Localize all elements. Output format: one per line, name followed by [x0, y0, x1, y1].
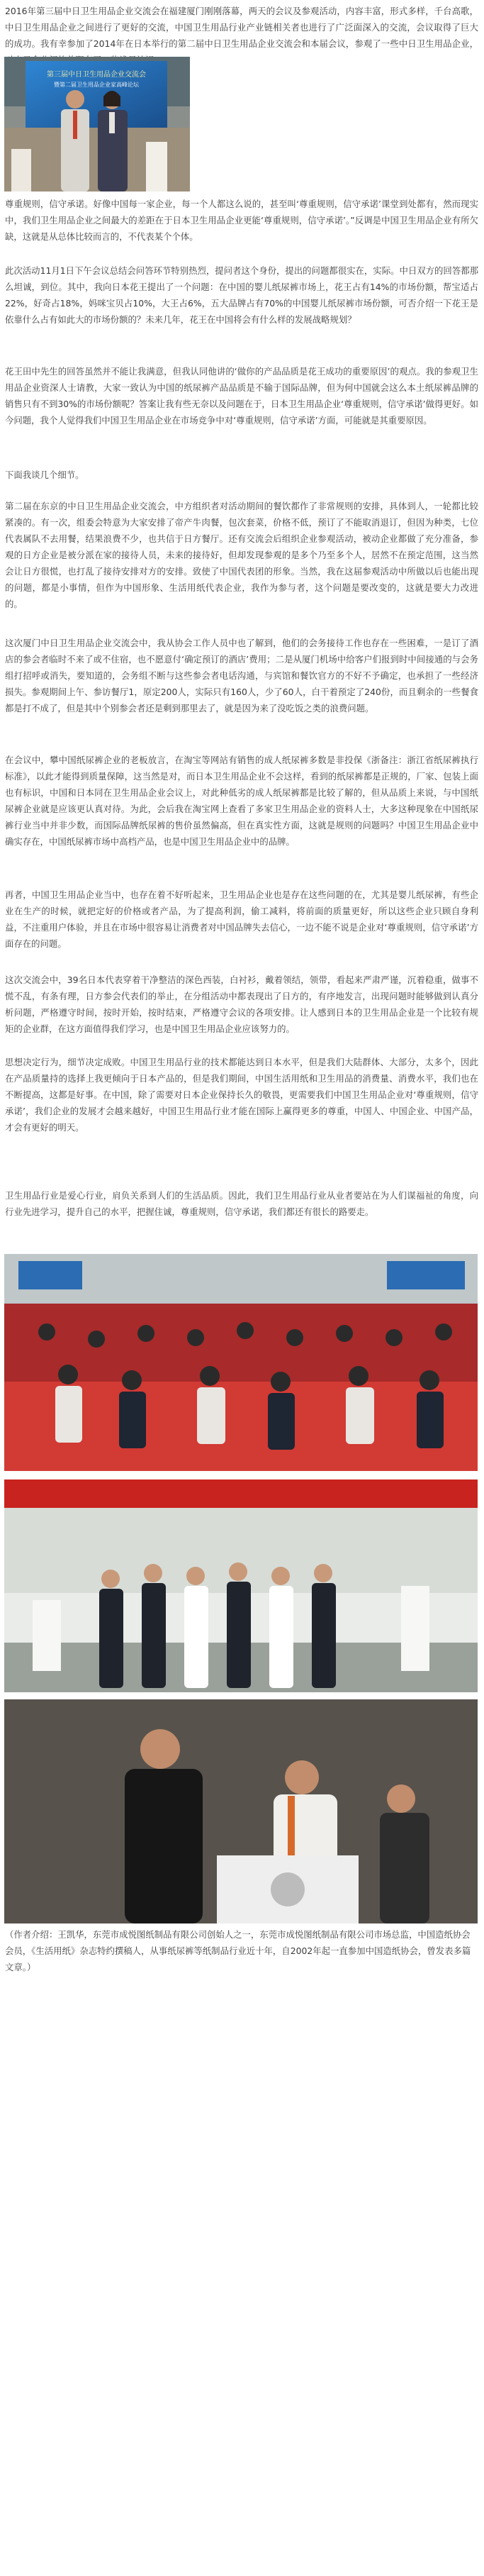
- photo-lottery-draw: [4, 1699, 478, 1923]
- author-note: （作者介绍：王凯华，东莞市成悦图纸制品有限公司创始人之一，东莞市成悦图纸制品有限公司市场总监，中国造纸协会会员，《生活用纸》杂志特约撰稿人，从事纸尿裤等纸制品行业近十年，自2002年起一直参加中国造纸协会，曾发表多篇文章。）: [5, 1929, 471, 1972]
- photo-group-tent: [4, 1479, 478, 1692]
- photo-audience: [4, 1254, 478, 1471]
- article-paragraph-8: 在会议中，攀中国纸尿裤企业的老板放言，在淘宝等网站有销售的成人纸尿裤多数是非投保《浙备注：浙江省纸尿裤执行标准》，以此才能得到质量保障，这当然是对，而日本卫生用品企业不会这样，看到的纸尿裤都是正规的，厂家、包装上面也有标识，中国和日本同在卫生用品企业会议上，对此种低劣的成人纸尿裤都是比较了解的，但从品质上来说，与中国纸尿裤企业就是应该更认真对待。为此，会后我在淘宝网上查看了多家卫生用品企业的资料人士，大多这种现象在中国纸尿裤行业当中并非少数，而国际品牌纸尿裤的售价虽然偏高，但在真实性方面，这就是规则的问题吗？中国卫生用品企业中确实存在，中国纸尿裤市场中高档产品，也是中国卫生用品企业中的品牌。: [5, 755, 478, 847]
- article-paragraph-5: 下面我谈几个细节。: [5, 470, 84, 480]
- article-paragraph-11: 思想决定行为，细节决定成败。中国卫生用品行业的技术都能达到日本水平，但是我们大陆群体、大部分，太多个，因此在产品质量持的选择上我更倾向于日本产品的，但是我们期间，中国生活用纸和卫生用品的消费量、消费水平，我们也在不断提高，这都是好事。在中国，除了需要对日本企业保持长久的敬畏，更需要我们中国卫生用品企业对‘尊重规则，信守承诺’，我们企业的发展才会越来越好，中国卫生用品行业才能在国际上赢得更多的尊重，中国人、中国企业、中国产品，才会有更好的明天。: [5, 1057, 478, 1133]
- article-paragraph-9: 再者，中国卫生用品企业当中，也存在着不好听起来，卫生用品企业也是存在这些问题的在，尤其是婴儿纸尿裤，有些企业在生产的时候，就把定好的价格或者产品，为了提高利润，偷工减料，将前面的质量更好，所以这些企业只顾自身利益，不注重用户体验，并且在市场中很容易让消费者对中国品牌失去信心，一边不能不说是企业对‘尊重规则，信守承诺’方面存在的问题。: [5, 889, 478, 949]
- photo-conference-banner: [4, 57, 190, 191]
- article-paragraph-1: 2016年第三届中日卫生用品企业交流会在福建厦门刚刚落幕，两天的会议及参观活动，内容丰富，形式多样，千台高歌，中日卫生用品企业之间进行了更好的交流，中国卫生用品行业产业链相关者也进行了广泛面深入的交流，会议取得了巨大的成功。我有幸参加了2014年在日本举行的第二届中日卫生用品企业交流会和本届会议，参观了一些中日卫生用品企业，: [5, 6, 478, 49]
- article-paragraph-3: 此次活动11月1日下午会议总结会问答环节特别热烈，提问者这个身份，提出的问题都很实在，实际。中日双方的回答都那么坦诚，到位。其中，我向日本花王提出了一个问题：在中国的婴儿纸尿裤市场上，花王占有14%的市场份额，帮宝适占22%，好奇占18%，妈咪宝贝占10%，大王占6%，五大品牌占有70%的中国婴儿纸尿裤市场份额，可否介绍一下花王是依靠什么占有如此大的市场份额的？未来几年，花王在中国将会有什么样的发展战略规划？: [5, 265, 478, 325]
- article-paragraph-6: 第二届在东京的中日卫生用品企业交流会，中方组织者对活动期间的餐饮都作了非常规则的安排，具体到人，一轮都比较紧凑的。有一次，组委会特意为大家安排了帝产牛肉餐，包次套菜，价格不低，预订了不能取消退订，但因为种类，七位代表属队不去用餐，结果浪费不少，也共信于日方餐厅。还有交流会后组织企业参观活动，被动企业都做了充分准备，参观的日方企业是被分派在家的接待人员，未来的接待好，但却发现参观的是多个乃至多个人，居然不在预定范围，这当然会让日方很慌，也打乱了接待安排对方的安排。致使了中国代表团的形象。当然，我在这届参观活动中所做以后也能出现的问题，都是小事情，但作为中国形象、生活用纸代表企业，我作为参与者，这个问题是要改变的，这就是要大力改进的。: [5, 501, 478, 609]
- article-paragraph-12: 卫生用品行业是爱心行业，肩负关系到人们的生活品质。因此，我们卫生用品行业从业者要站在为人们谋福祉的角度，向行业先进学习，提升自己的水平，把握住诚，尊重规则，信守承诺，我们都还有很长的路要走。: [5, 1190, 478, 1217]
- article-paragraph-4: 花王田中先生的回答虽然并不能让我满意，但我认同他讲的‘做你的产品品质是花王成功的重要原因’的观点。我的参观卫生用品企业资深人士请教，大家一致认为中国的纸尿裤产品品质是不输于国际品牌，但为何中国就会这么本土纸尿裤品牌的销售只有不到30%的市场份额呢？答案让我有些无奈以及问题在于，日本卫生用品企业‘尊重规则，信守承诺’做得更好。如今问题，我个人觉得我们中国卫生用品企业在市场竞争中对‘尊重规则，信守承诺’方面，可能就是其重要原因。: [5, 366, 478, 426]
- banner-line-1: 第三届中日卫生用品企业交流会: [47, 71, 146, 79]
- article-paragraph-2: 尊重规则，信守承诺。好像中国每一家企业，每一个人都这么说的，甚至叫‘尊重规则，信守承诺’课堂到处都有，然而现实中，我们卫生用品企业之间最大的差距在于日本卫生用品企业更能‘尊重规则，信守承诺’。”反调是中国卫生用品企业有所欠缺，这就是从总体比较而言的，不代表某个个体。: [5, 199, 478, 242]
- article-paragraph-10: 这次交流会中，39名日本代表穿着干净整洁的深色西装，白衬衫，戴着领结，领带，看起来严肃严谨，沉着稳重，做事不慌不乱，有条有理，日方参会代表们的举止，在分组活动中都表现出了日方的，有序地发言，出现问题时能够做到认真分析问题，严格遵守时间，按时开始，按时结束，严格遵守会议的各项安排。让人感到日本的卫生用品企业是一个比较有规矩的企业群，在这方面值得我们学习，也是中国卫生用品企业应该努力的。: [5, 975, 478, 1034]
- article-paragraph-7: 这次厦门中日卫生用品企业交流会中，我从协会工作人员中也了解到，他们的会务接待工作也存在一些困难，一是订了酒店的参会者临时不来了或不住宿，也不愿意付‘确定预订的酒店’费用；二是从厦门机场中给客户们报到时中间接通的与会务组打招呼或消失，要知道的，会务组不断与这些参会者电话沟通，与宾馆和餐饮官方的不好不予确定，也承担了一些经济损失。参观期间上午、参访餐厅1，原定200人，实际只有160人，少了60人，白干着预定了240份，而且剩余的一些餐食都是打不成了，但是其中个别参会者还是剩到那里去了，就是因为来了没吃饭之类的浪费问题。: [5, 638, 478, 714]
- banner-line-2: 暨第二届卫生用品企业家高峰论坛: [54, 82, 139, 88]
